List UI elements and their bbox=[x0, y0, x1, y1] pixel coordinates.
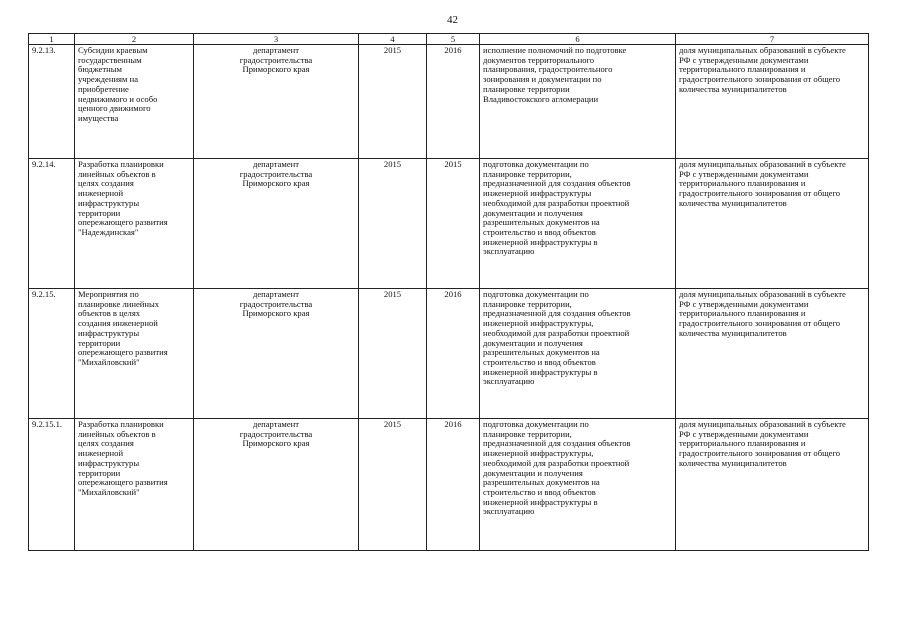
row-expected-result: подготовка документации по планировке территории, предназначенной для создания объектов инженерной инфраструктуры необходимой для разработки проектной документации и получения разрешительных документов на строительство и ввод объектов инженерной инфраструктуры в эксплуатацию bbox=[480, 159, 676, 289]
row-code: 9.2.15. bbox=[29, 289, 75, 419]
row-end-year: 2016 bbox=[427, 289, 480, 419]
table-row bbox=[29, 159, 869, 289]
row-indicator: доля муниципальных образований в субъекте РФ с утвержденными документами территориального планирования и градостроительного зонирования от общего количества муниципалитетов bbox=[676, 419, 869, 551]
page-number: 42 bbox=[447, 14, 458, 26]
column-header-3: 3 bbox=[194, 34, 359, 45]
row-start-year: 2015 bbox=[359, 289, 427, 419]
column-header-6: 6 bbox=[480, 34, 676, 45]
row-executor: департамент градостроительства Приморского края bbox=[194, 45, 359, 159]
column-header-5: 5 bbox=[427, 34, 480, 45]
row-executor: департамент градостроительства Приморского края bbox=[194, 289, 359, 419]
column-header-4: 4 bbox=[359, 34, 427, 45]
table-row bbox=[29, 419, 869, 551]
row-expected-result: подготовка документации по планировке территории, предназначенной для создания объектов инженерной инфраструктуры, необходимой для разработки проектной документации и получения разрешительных документов на строительство и ввод объектов инженерной инфраструктуры в эксплуатацию bbox=[480, 419, 676, 551]
row-end-year: 2015 bbox=[427, 159, 480, 289]
row-expected-result: исполнение полномочий по подготовке документов территориального планирования, градостроительного зонирования и документации по планировке территории Владивостокского агломерации bbox=[480, 45, 676, 159]
row-indicator: доля муниципальных образований в субъекте РФ с утвержденными документами территориального планирования и градостроительного зонирования от общего количества муниципалитетов bbox=[676, 289, 869, 419]
table-row bbox=[29, 289, 869, 419]
row-indicator: доля муниципальных образований в субъекте РФ с утвержденными документами территориального планирования и градостроительного зонирования от общего количества муниципалитетов bbox=[676, 45, 869, 159]
row-start-year: 2015 bbox=[359, 159, 427, 289]
column-header-2: 2 bbox=[75, 34, 194, 45]
column-header-1: 1 bbox=[29, 34, 75, 45]
row-start-year: 2015 bbox=[359, 419, 427, 551]
row-measure-name: Субсидии краевым государственным бюджетным учреждениям на приобретение недвижимого и особо ценного движимого имущества bbox=[75, 45, 194, 159]
row-code: 9.2.14. bbox=[29, 159, 75, 289]
column-header-7: 7 bbox=[676, 34, 869, 45]
row-code: 9.2.15.1. bbox=[29, 419, 75, 551]
row-executor: департамент градостроительства Приморского края bbox=[194, 159, 359, 289]
row-end-year: 2016 bbox=[427, 419, 480, 551]
row-start-year: 2015 bbox=[359, 45, 427, 159]
header-row bbox=[29, 34, 869, 45]
table-row bbox=[29, 45, 869, 159]
row-indicator: доля муниципальных образований в субъекте РФ с утвержденными документами территориального планирования и градостроительного зонирования от общего количества муниципалитетов bbox=[676, 159, 869, 289]
program-table bbox=[28, 33, 869, 551]
row-executor: департамент градостроительства Приморского края bbox=[194, 419, 359, 551]
row-measure-name: Мероприятия по планировке линейных объектов в целях создания инженерной инфраструктуры территории опережающего развития "Михайловский" bbox=[75, 289, 194, 419]
row-measure-name: Разработка планировки линейных объектов в целях создания инженерной инфраструктуры территории опережающего развития "Надеждинская" bbox=[75, 159, 194, 289]
row-measure-name: Разработка планировки линейных объектов в целях создания инженерной инфраструктуры территории опережающего развития "Михайловский" bbox=[75, 419, 194, 551]
row-end-year: 2016 bbox=[427, 45, 480, 159]
row-code: 9.2.13. bbox=[29, 45, 75, 159]
row-expected-result: подготовка документации по планировке территории, предназначенной для создания объектов инженерной инфраструктуры, необходимой для разработки проектной документации и получения разрешительных документов на строительство и ввод объектов инженерной инфраструктуры в эксплуатацию bbox=[480, 289, 676, 419]
